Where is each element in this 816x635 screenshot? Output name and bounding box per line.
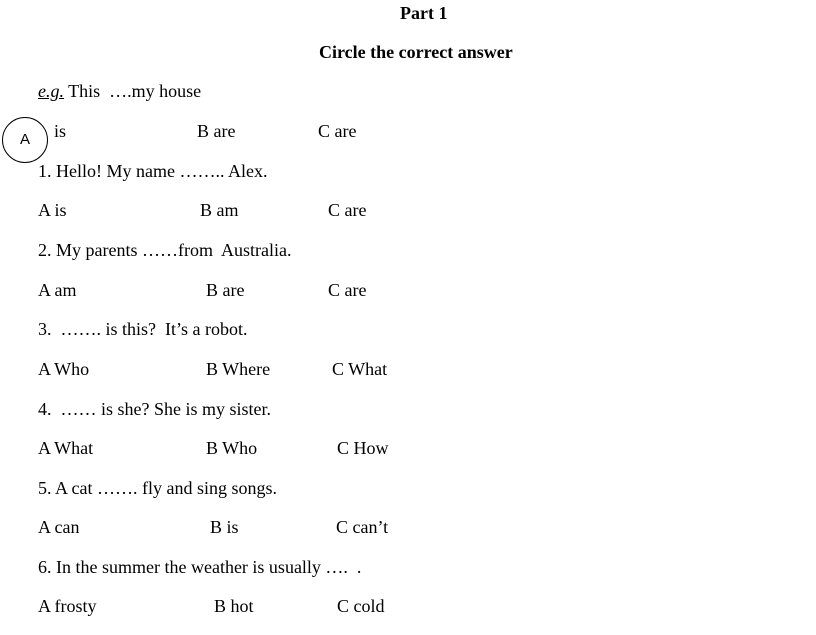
question-4: 4. …… is she? She is my sister. (38, 399, 271, 419)
example-question-text: This ….my house (64, 81, 202, 101)
question-2: 2. My parents ……from Australia. (38, 240, 292, 260)
q5-option-a[interactable]: A can (38, 517, 80, 537)
q1-option-b[interactable]: B am (200, 200, 239, 220)
example-option-c: C are (318, 121, 357, 141)
example-question (38, 80, 201, 102)
q6-option-b[interactable]: B hot (214, 596, 254, 616)
instruction-heading: Circle the correct answer (319, 42, 513, 62)
example-prefix: e.g. (38, 81, 64, 101)
question-1: 1. Hello! My name …….. Alex. (38, 161, 268, 181)
q3-option-c[interactable]: C What (332, 359, 388, 379)
q6-option-c[interactable]: C cold (337, 596, 385, 616)
q5-option-c[interactable]: C can’t (336, 517, 389, 537)
part-title: Part 1 (400, 3, 448, 23)
question-5: 5. A cat ……. fly and sing songs. (38, 478, 277, 498)
question-6: 6. In the summer the weather is usually …. . (38, 557, 362, 577)
example-option-b: B are (197, 121, 236, 141)
q2-option-b[interactable]: B are (206, 280, 245, 300)
q3-option-a[interactable]: A Who (38, 359, 90, 379)
q5-option-b[interactable]: B is (210, 517, 239, 537)
q2-option-c[interactable]: C are (328, 280, 367, 300)
q1-option-c[interactable]: C are (328, 200, 367, 220)
q4-option-c[interactable]: C How (337, 438, 389, 458)
q2-option-a[interactable]: A am (38, 280, 77, 300)
circled-answer: A (2, 117, 48, 163)
q4-option-b[interactable]: B Who (206, 438, 258, 458)
q6-option-a[interactable]: A frosty (38, 596, 97, 616)
q1-option-a[interactable]: A is (38, 200, 67, 220)
example-option-a: is (54, 121, 67, 141)
question-3: 3. ……. is this? It’s a robot. (38, 319, 248, 339)
q4-option-a[interactable]: A What (38, 438, 94, 458)
q3-option-b[interactable]: B Where (206, 359, 271, 379)
